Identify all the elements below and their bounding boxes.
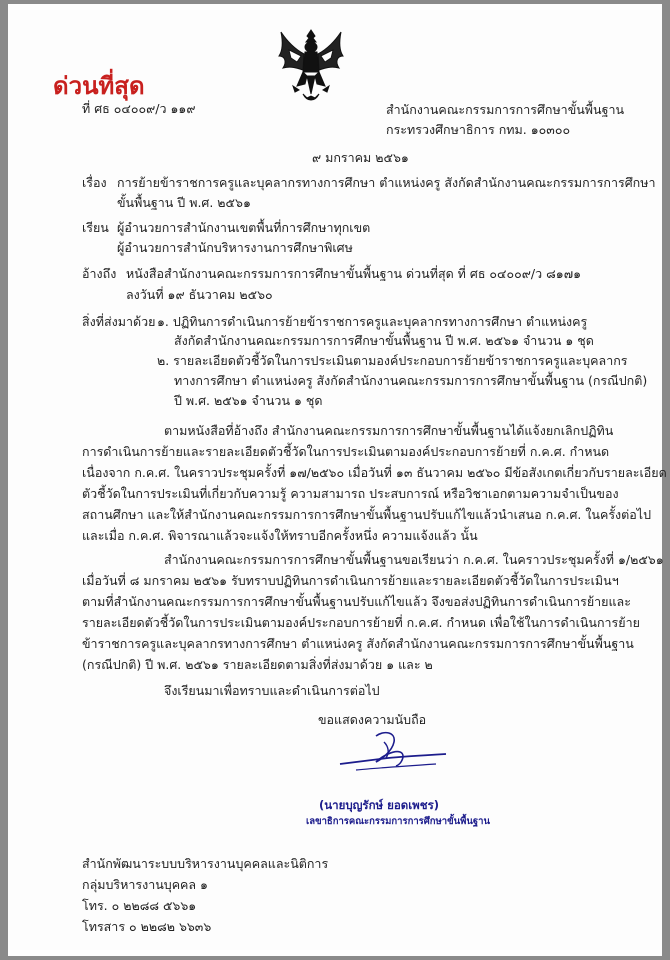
paragraph-2-line: รายละเอียดตัวชี้วัดในการประเมินตามองค์ประกอบการย้ายที่ ก.ค.ศ. กำหนด เพื่อใช้ในการดำเนินการย้าย <box>82 615 640 630</box>
paragraph-1-line: ตามหนังสือที่อ้างถึง สำนักงานคณะกรรมการการศึกษาขั้นพื้นฐานได้แจ้งยกเลิกปฏิทิน <box>164 423 614 438</box>
document-date: ๙ มกราคม ๒๕๖๑ <box>312 150 409 165</box>
enclosure-item-1-line2: สังกัดสำนักงานคณะกรรมการการศึกษาขั้นพื้นฐาน ปี พ.ศ. ๒๕๖๑ จำนวน ๑ ชุด <box>174 333 594 348</box>
enclosure-item-2-line3: ปี พ.ศ. ๒๕๖๑ จำนวน ๑ ชุด <box>174 393 323 408</box>
signatory-title: เลขาธิการคณะกรรมการการศึกษาขั้นพื้นฐาน <box>306 816 490 827</box>
paragraph-2-line: ตามที่สำนักงานคณะกรรมการการศึกษาขั้นพื้นฐานปรับแก้ไขแล้ว จึงขอส่งปฏิทินการดำเนินการย้ายและ <box>82 594 631 609</box>
subject-label: เรื่อง <box>82 175 107 190</box>
closing-salutation: ขอแสดงความนับถือ <box>318 712 427 727</box>
footer-office: สำนักพัฒนาระบบบริหารงานบุคคลและนิติการ <box>82 856 329 871</box>
paragraph-2-line: เมื่อวันที่ ๘ มกราคม ๒๕๖๑ รับทราบปฏิทินการดำเนินการย้ายและรายละเอียดตัวชี้วัดในการประเมินฯ <box>82 573 619 588</box>
reference-line1: หนังสือสำนักงานคณะกรรมการการศึกษาขั้นพื้นฐาน ด่วนที่สุด ที่ ศธ ๐๔๐๐๙/ว ๘๑๗๑ <box>126 266 582 281</box>
paragraph-2-line: สำนักงานคณะกรรมการการศึกษาขั้นพื้นฐานขอเรียนว่า ก.ค.ศ. ในคราวประชุมครั้งที่ ๑/๒๕๖๑ <box>164 552 664 567</box>
reference-line2: ลงวันที่ ๑๙ ธันวาคม ๒๕๖๐ <box>126 287 273 302</box>
paragraph-2-line: (กรณีปกติ) ปี พ.ศ. ๒๕๖๑ รายละเอียดตามสิ่งที่ส่งมาด้วย ๑ และ ๒ <box>82 657 433 672</box>
closing-request: จึงเรียนมาเพื่อทราบและดำเนินการต่อไป <box>164 683 380 698</box>
footer-fax: โทรสาร ๐ ๒๒๘๒ ๖๖๓๖ <box>82 919 212 934</box>
enclosure-item-2-line1: ๒. รายละเอียดตัวชี้วัดในการประเมินตามองค์ประกอบการย้ายข้าราชการครูและบุคลากร <box>157 353 628 368</box>
enclosure-item-2-line2: ทางการศึกษา ตำแหน่งครู สังกัดสำนักงานคณะกรรมการการศึกษาขั้นพื้นฐาน (กรณีปกติ) <box>174 373 648 388</box>
paragraph-1-line: เนื่องจาก ก.ค.ศ. ในคราวประชุมครั้งที่ ๑๗/๒๕๖๐ เมื่อวันที่ ๑๓ ธันวาคม ๒๕๖๐ มีข้อสังเกตเกี่ยวกับรายละเอียด <box>82 465 667 480</box>
document-number: ที่ ศธ ๐๔๐๐๙/ว ๑๑๙ <box>82 101 196 116</box>
subject-text-line1: การย้ายข้าราชการครูและบุคลากรทางการศึกษา ตำแหน่งครู สังกัดสำนักงานคณะกรรมการการศึกษา <box>117 175 656 190</box>
recipient-line1: ผู้อำนวยการสำนักงานเขตพื้นที่การศึกษาทุกเขต <box>117 220 371 235</box>
urgency-stamp: ด่วนที่สุด <box>53 72 145 100</box>
subject-text-line2: ขั้นพื้นฐาน ปี พ.ศ. ๒๕๖๑ <box>117 195 251 210</box>
handwritten-signature <box>336 722 456 792</box>
paragraph-1-line: และเมื่อ ก.ค.ศ. พิจารณาแล้วจะแจ้งให้ทราบอีกครั้งหนึ่ง ความแจ้งแล้ว นั้น <box>82 528 478 543</box>
recipient-label: เรียน <box>82 220 109 235</box>
enclosure-item-1-line1: ๑. ปฏิทินการดำเนินการย้ายข้าราชการครูและบุคลากรทางการศึกษา ตำแหน่งครู <box>157 314 588 329</box>
enclosures-label: สิ่งที่ส่งมาด้วย <box>82 314 156 329</box>
garuda-emblem-icon <box>275 28 347 106</box>
recipient-line2: ผู้อำนวยการสำนักบริหารงานการศึกษาพิเศษ <box>117 240 353 255</box>
reference-label: อ้างถึง <box>82 266 117 281</box>
paragraph-1-line: ตัวชี้วัดในการประเมินที่เกี่ยวกับความรู้ ความสามารถ ประสบการณ์ หรือวิชาเอกตามความจำเป็นของ <box>82 486 619 501</box>
agency-address: กระทรวงศึกษาธิการ กทม. ๑๐๓๐๐ <box>386 122 571 137</box>
paragraph-1-line: สถานศึกษา และให้สำนักงานคณะกรรมการการศึกษาขั้นพื้นฐานปรับแก้ไขแล้วนำเสนอ ก.ค.ศ. ในครั้งต่อไป <box>82 507 652 522</box>
agency-name: สำนักงานคณะกรรมการการศึกษาขั้นพื้นฐาน <box>386 102 625 117</box>
paragraph-1-line: การดำเนินการย้ายและรายละเอียดตัวชี้วัดในการประเมินตามองค์ประกอบการย้ายที่ ก.ค.ศ. กำหนด <box>82 444 610 459</box>
footer-phone: โทร. ๐ ๒๒๘๘ ๕๖๖๑ <box>82 898 197 913</box>
footer-group: กลุ่มบริหารงานบุคคล ๑ <box>82 877 208 892</box>
signatory-name: (นายบุญรักษ์ ยอดเพชร) <box>319 798 439 812</box>
paragraph-2-line: ข้าราชการครูและบุคลากรทางการศึกษา ตำแหน่งครู สังกัดสำนักงานคณะกรรมการการศึกษาขั้นพื้นฐาน <box>82 636 634 651</box>
